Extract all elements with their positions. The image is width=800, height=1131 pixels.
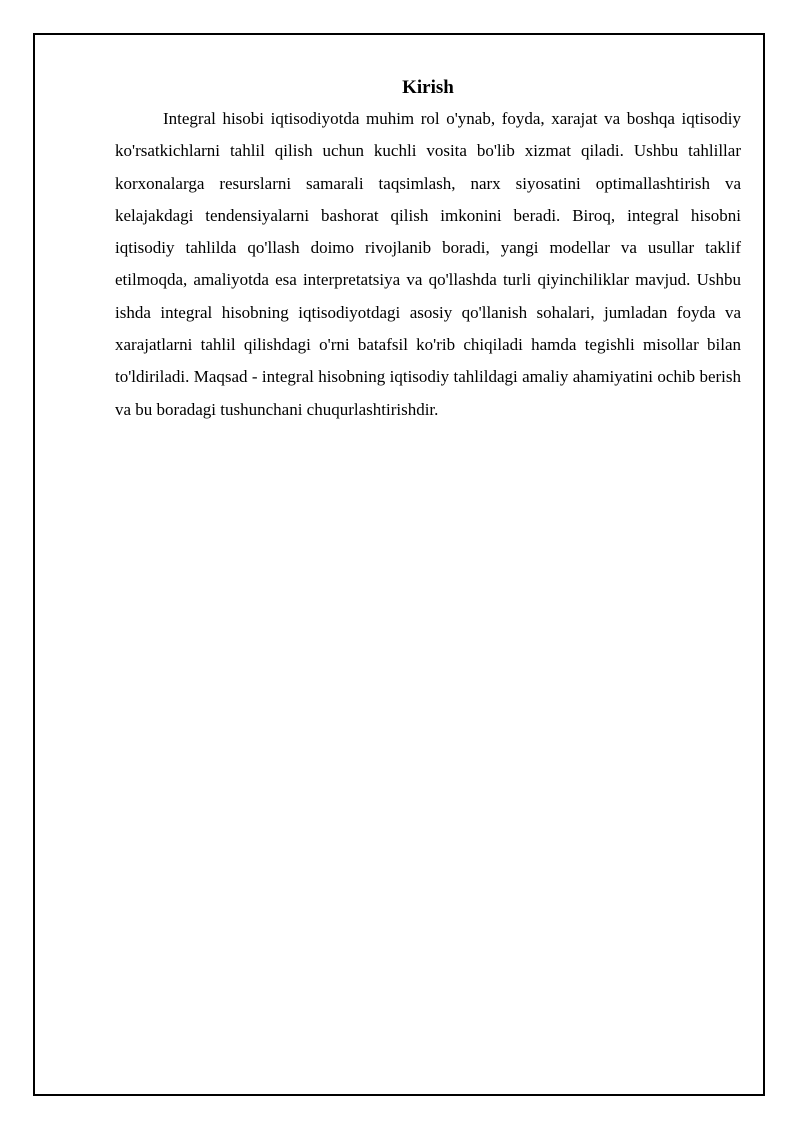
section-title: Kirish [402, 77, 454, 98]
document-body [115, 75, 741, 426]
intro-paragraph: Integral hisobi iqtisodiyotda muhim rol o'ynab, foyda, xarajat va boshqa iqtisodiy ko'rsatkichlarni tahlil qilish uchun kuchli vosita bo'lib xizmat qiladi. Ushbu tahlillar korxonalarga resurslarni samarali taqsimlash, narx siyosatini optimallashtirish va kelajakdagi tendensiyalarni bashorat qilish imkonini beradi. Biroq, integral hisobni iqtisodiy tahlilda qo'llash doimo rivojlanib boradi, yangi modellar va usullar taklif etilmoqda, amaliyotda esa interpretatsiya va qo'llashda turli qiyinchiliklar mavjud. Ushbu ishda integral hisobning iqtisodiyotdagi asosiy qo'llanish sohalari, jumladan foyda va xarajatlarni tahlil qilishdagi o'rni batafsil ko'rib chiqiladi hamda tegishli misollar bilan to'ldiriladi. Maqsad - integral hisobning iqtisodiy tahlildagi amaliy ahamiyatini ochib berish va bu boradagi tushunchani chuqurlashtirishdir. [115, 109, 741, 419]
